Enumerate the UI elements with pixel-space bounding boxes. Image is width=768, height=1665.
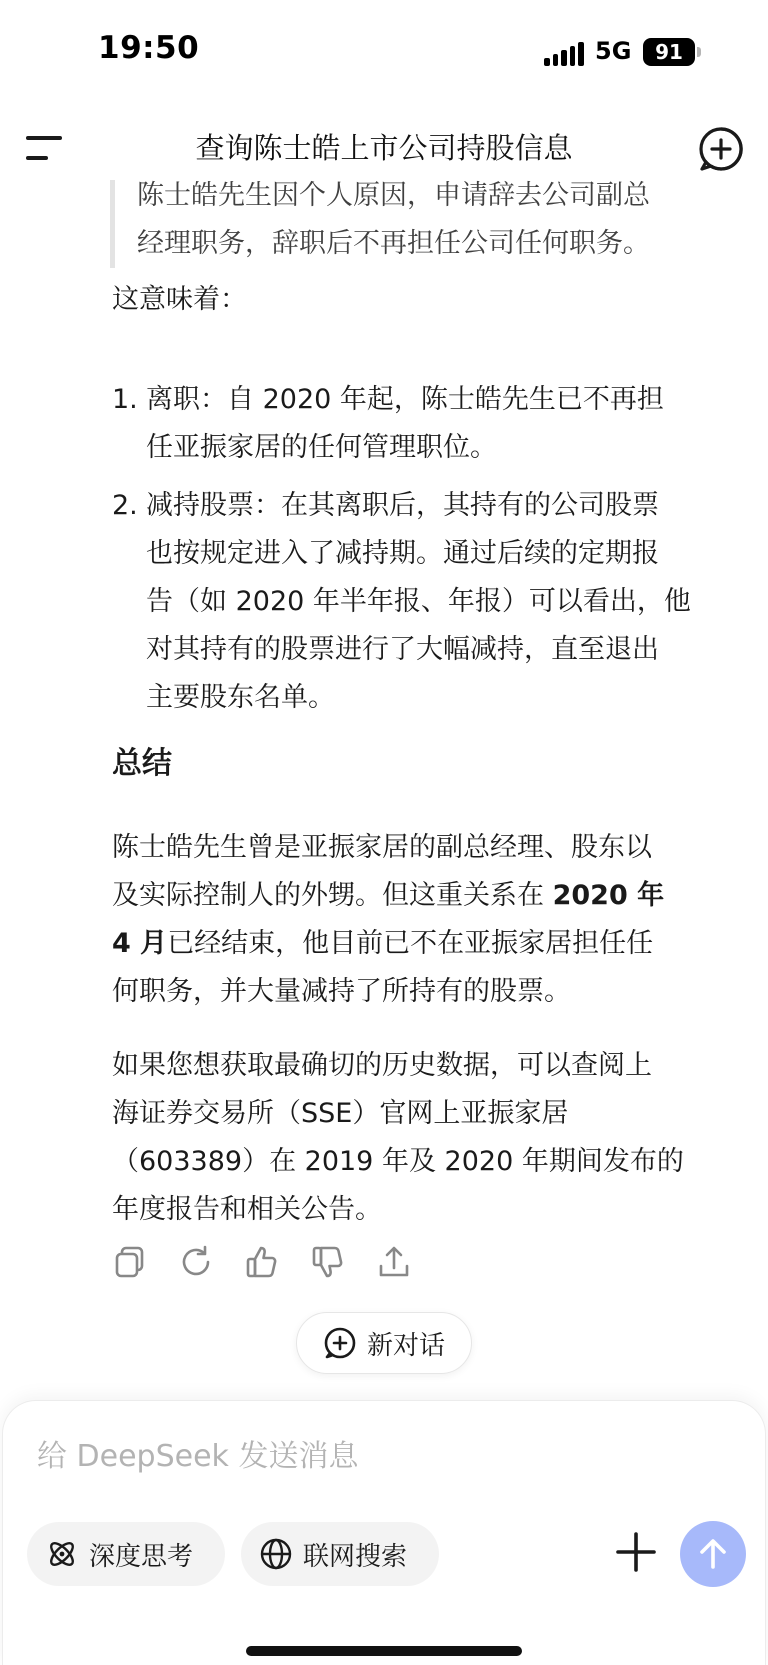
message-actions [112, 1244, 412, 1284]
web-search-toggle[interactable] [241, 1522, 439, 1586]
status-time: 19:50 [98, 30, 200, 66]
list-number: 2. [112, 490, 138, 521]
advice-paragraph [112, 1042, 742, 1234]
summary-line: 陈士皓先生曾是亚振家居的副总经理、股东以 [112, 832, 652, 863]
thumbs-down-icon[interactable] [310, 1244, 346, 1280]
meaning-intro: 这意味着： [112, 284, 247, 315]
menu-icon[interactable] [26, 132, 66, 162]
blockquote [110, 180, 730, 268]
summary-bold-date: 2020 年 [552, 880, 665, 911]
chat-header [0, 112, 768, 180]
list-line: 主要股东名单。 [146, 682, 335, 713]
list-line: 也按规定进入了减持期。通过后续的定期报 [146, 538, 659, 569]
battery-level: 91 [655, 40, 683, 64]
summary-text: 及实际控制人的外甥。但这重关系在 [112, 880, 553, 911]
new-chat-icon [323, 1326, 357, 1360]
send-button[interactable] [680, 1521, 746, 1587]
deep-think-toggle[interactable] [27, 1522, 225, 1586]
composer [2, 1400, 766, 1665]
list-item [112, 376, 742, 472]
list-line: 任亚振家居的任何管理职位。 [146, 432, 497, 463]
regenerate-icon[interactable] [178, 1244, 214, 1280]
summary-heading: 总结 [112, 746, 172, 781]
network-label: 5G [595, 37, 632, 65]
list-line: 告（如 2020 年半年报、年报）可以看出，他 [146, 586, 691, 617]
list-line: 减持股票：在其离职后，其持有的公司股票 [146, 490, 659, 521]
status-bar [0, 0, 768, 100]
battery-icon [643, 38, 703, 66]
summary-bold-date: 4 月 [112, 928, 168, 959]
list-line: 离职：自 2020 年起，陈士皓先生已不再担 [146, 384, 664, 415]
deep-think-label: 深度思考 [89, 1541, 194, 1572]
signal-icon [544, 40, 584, 66]
advice-line: 海证券交易所（SSE）官网上亚振家居 [112, 1098, 569, 1129]
new-chat-icon[interactable] [698, 126, 744, 172]
home-indicator [246, 1646, 522, 1656]
message-input[interactable] [37, 1431, 637, 1481]
quote-line: 经理职务，辞职后不再担任公司任何职务。 [137, 228, 650, 259]
copy-icon[interactable] [112, 1244, 148, 1280]
list-line: 对其持有的股票进行了大幅减持，直至退出 [146, 634, 659, 665]
thumbs-up-icon[interactable] [244, 1244, 280, 1280]
send-arrow-icon [695, 1536, 731, 1572]
chat-title: 查询陈士皓上市公司持股信息 [195, 131, 573, 165]
summary-text: 已经结束，他目前已不在亚振家居担任任 [167, 928, 654, 959]
list-number: 1. [112, 384, 138, 415]
globe-icon [259, 1537, 293, 1571]
quote-line: 陈士皓先生因个人原因，申请辞去公司副总 [137, 180, 650, 211]
advice-line: 如果您想获取最确切的历史数据，可以查阅上 [112, 1050, 652, 1081]
summary-line: 何职务，并大量减持了所持有的股票。 [112, 976, 571, 1007]
list-item [112, 482, 742, 722]
new-chat-button[interactable] [296, 1312, 472, 1374]
advice-line: 年度报告和相关公告。 [112, 1194, 382, 1225]
share-icon[interactable] [376, 1244, 412, 1280]
web-search-label: 联网搜索 [303, 1541, 408, 1572]
atom-icon [45, 1537, 79, 1571]
advice-line: （603389）在 2019 年及 2020 年期间发布的 [112, 1146, 684, 1177]
summary-paragraph [112, 824, 742, 1016]
new-chat-label: 新对话 [366, 1330, 445, 1361]
plus-icon[interactable] [613, 1529, 659, 1575]
message-content [0, 180, 768, 1380]
